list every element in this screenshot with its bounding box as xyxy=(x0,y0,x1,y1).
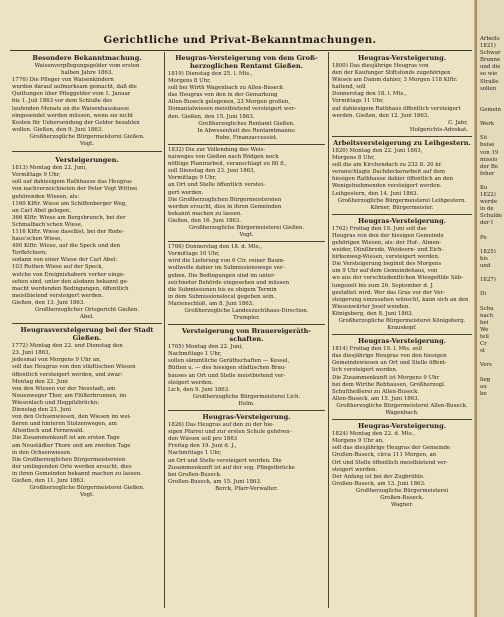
notice-title: Heugras-Versteigerung von dem Groß- herzoglichen Rentamt Gießen. xyxy=(175,54,318,70)
notice-body: 1800) Das diesjährige Heugras von den der Kaufunger Stiftsfonds zugehörigen Wiesen am Damm dahier, 3 Morgen 118 Klftr. haltend, soll Donnerstag den 18. l. Mts., Vormittags 11 Uhr, auf dahiesigem Rathhaus öffentlich versteigert werden. Gießen, den 12. Juni 1863. xyxy=(332,63,461,119)
notice-body: 1819) Dienstag den 25. l. Mts., Morgens 8 Uhr, soll bei Wirth Wagenbach zu Allen-Buseck das Heugras von den in der Gemarkung Allen-Buseck gelegenen, 23 Morgen großen, Domanialwiesen meistbietend versteigert wer- den. Gießen, den 15. Juni 1863. xyxy=(168,71,296,120)
notice-signature: Großherzogliche Bürgermeisterei Gießen. Vogt. xyxy=(29,133,145,148)
notice-signature: Großherzoglicher Ortsgericht Gießen. Abel. xyxy=(34,307,140,321)
notice-body: 1824) Montag den 22. d. Mts., Morgens 9 Uhr an, soll das diesjährige Heugras der Gemeinde Großen-Buseck, circa 111 Morgen, an Ort und Stelle öffentlich meistbietend ver- steigert werden. Der Anfang ist bei der Zugbrühle. Großen-Buseck, am 13. Juni 1863. xyxy=(332,431,451,487)
notice-body: 1776) Die Pfleger von Waisenkindern werden darauf aufmerksam gemacht, daß die Quittungen über Pfleggelder vom 1. Januar bis 1. Juli 1863 vor dem Schluße des laufenden Monats an die Waisenhauskasse eingesendet werden müssen, wenn sie nicht Kosten für Uebersendung der Gelder bezahlen wollen. Gießen, den 9. Juni 1863. xyxy=(12,77,140,133)
notice-title: Heugras-Versteigerung. xyxy=(202,413,291,422)
notice-title: Heugras-Versteigerung. xyxy=(358,54,446,62)
notice-signature: Großherzogliche Bürgermeisterei Gießen. Vogt. xyxy=(188,224,305,239)
page-title: Gerichtliche und Privat-Bekanntmachungen. xyxy=(103,34,377,46)
notice-title: Versteigerung von Brauereigeräth- schaften. xyxy=(181,327,312,344)
notice-signature: C. Jahr, Hofgerichts-Advokat. xyxy=(409,119,468,133)
notice-signature: Großherzogliche Bürgermeisterei Großen-Buseck. Wagner. xyxy=(355,487,449,509)
notice-title: Heugras-Versteigerung. xyxy=(358,216,446,225)
notice-divider xyxy=(332,419,472,420)
column-divider xyxy=(164,52,165,608)
notice-signature: Großherzogliche Bürgermeisterei Gießen. Vogt. xyxy=(29,485,145,499)
notice-title: Besondere Bekanntmachung. xyxy=(32,54,142,62)
notice-body: 1762) Freitag den 19. Juni soll das Heugras von den der hiesigen Gemeinde gehörigen Wiesen, als: der Hof-, Almen- weider, Dünßbrede, Weidoorn- und Eich- birkenweg-Wiesen, versteigert werden. Die Versteigerung beginnt des Morgens um 9 Uhr auf dem Gemeindehaus, von wo aus der verschiedentlichen Wiesgefilde Süb- lungszeit bis zum 26. September d. J. gestattet wird. Wer das Gras vor der Ver- steigerung einzusehen wünscht, kann sich an den Wiesenwärter Josef wenden. Königsberg, den 8. Juni 1863. xyxy=(332,225,469,317)
notice-body: 1766) Donnerstag den 18. d. Mts., Vormittags 10 Uhr, wird die Lieferung von 6 Ctr. reiner Baum- wollwolle dahier im Submissionswege ver- geben. Die Bedingungen sind im unter- zeichneter Behörde eingesehen und müssen die Submissionen bis zu obigem Termin in dem Submissionslocal gegeben sein. Marienschloß, am 8. Juni 1863. xyxy=(168,244,290,307)
notice-divider xyxy=(332,334,472,335)
notice-title: Heugras-Versteigerung. xyxy=(358,422,446,431)
notice-signature: Großherzogliche Bürgermeisterei Königsberg. Krauskopf. xyxy=(338,318,466,332)
notice-body: 1820) Montag den 22. Juni 1863, Morgens 8 Uhr, soll die am Kirchendach zu 232 fl. 20 kr. veranschlagte Dachdeckerarbeit auf dem hiesigen Rathhause dahier öffentlich an den Wenigstnehmenden versteigert werden. Leihgestern, den 14. Juni 1863. xyxy=(332,147,453,197)
notice-body: 1772) Montag den 22. und Dienstag den 23. Juni 1863, jedesmal von Morgens 9 Uhr an, soll das Heugras von den städtischen Wiesen öffentlich versteigert werden, und zwar: Montag den 22. Juni von den Wiesen vor der Neustadt, am Neuenweger Thor, am Flüßerbrunnen, im Wiesenlach und Hegpilzbrückn; Dienstag den 23. Juni von den Ochsenwiesen, den Wiesen im wei- ßeren und hinteren Stolzenwegen, am Altentisch und Fernewald. Die Zusammenkunft ist am ersten Tage am Neustädter Thore und am zweiten Tage in den Ochsenwiesen. Die Großherzoglichen Bürgermeistereien der umliegenden Orte werden ersucht, dies in ihren Gemeinden bekannt machen zu lassen. Gießen, den 11. Juni 1863. xyxy=(12,343,142,484)
notice-title: Heugrasversteigerung bei der Stadt Gießen. xyxy=(20,326,154,343)
notice-body: 1765) Montag den 22. Juni, Nachmittags 1 Uhr, sollen sämmtliche Geräthschaften — Kessel, Bütten u. — des hiesigen städtischen Brau- hauses an Ort und Stelle meistbietend ver- steigert werden. Lich, den 9. Juni 1863. xyxy=(168,344,290,393)
notice-signature: Großherzogliche Bürgermeisterei Lich. Helm. xyxy=(192,393,301,407)
notice-divider xyxy=(12,151,162,153)
notice-signature: Großherzogliche Bürgermeisterei Leihgestern. Körner, Bürgermeister. xyxy=(337,197,467,211)
column-3 xyxy=(332,52,472,509)
column-2 xyxy=(168,52,325,493)
column-1 xyxy=(12,52,162,499)
notice-signature: Berck, Pfarr-Verwalter. xyxy=(215,485,278,492)
notice-title: Heugras-Versteigerung. xyxy=(358,337,446,346)
notice-signature: Großherzogliche Landeszuchthaus-Direction. Trumpler. xyxy=(184,308,309,322)
notice-signature: Großherzogliches Rentamt Gießen. In Abwesenheit des Rentamtmanns: Rube, Finanzaccessist. xyxy=(197,120,296,141)
notice-body: 1814) Freitag den 19. l. Mts. soll das diesjährige Heugras von den hiesigen Gemeindewiesen an Ort und Stelle öffent- lich versteigert werden. Die Zusammenkunft ist Morgens 9 Uhr bei dem Wirthe Rehhausen, Großherzogl. Schultheißerei zu Allen-Buseck. Allen-Buseck, am 15. Juni 1863. xyxy=(332,346,447,402)
notice-divider xyxy=(168,241,325,242)
notice-body: 1826) Das Heugras auf den zu der hie- sigen Pfarrei und zur ersten Schule gehören- den Wiesen soll pro 1863 Freitag den 19. Juni d. J., Nachmittags 1 Uhr, an Ort und Stelle versteigert werden. Die Zusammenkunft ist auf der sog. Pfingstbrücke bei Großen-Buseck. Großen-Buseck, am 15. Juni 1863. xyxy=(168,422,295,485)
notice-divider xyxy=(12,323,162,324)
notice-body: 1832) Die zur Vollendung des Weis- naiweges von Gießen nach Rödgen noch nöthige Planirarbeit, veranschlagt zu 80 fl., soll Dienstag den 23. Juni 1863, Vormittags 9 Uhr, an Ort und Stelle öffentlich verstei- gert werden. Die Großherzoglichen Bürgermeistereien werden ersucht, dies in ihren Gemeinden bekannt machen zu lassen. Gießen, den 16. Juni 1863. xyxy=(168,146,288,224)
adjacent-page-text: Arbeits 1821) Schwar Brunne und die so wie Straße sollen Gemein Werk Sö beise von 19 missio der Be feher Ku 1822) werde in de Schulde der I Po 1825) bis und 1827) Di Schu nach bei We teil Cr st Vers lieg au be xyxy=(480,36,503,397)
notice-divider xyxy=(332,214,472,215)
header-rule xyxy=(10,50,472,51)
notice-body: 1813) Montag den 22. Juni, Vormittags 9 Uhr, soll auf dahiesigem Rathhause das Heugras von nachverzeichneten der Peter Vogt Wittwe gehörenden Wiesen, als: 1160 Klftr. Wiese am Schiffenberger Weg, an Carl Abel gelegen, 366 Klftr. Wiese am Bergsbrunch, bei der Schmalbach'schen Wiese, 1116 Klftr. Wiese daselbst, bei der Rode- haus'schen Wiese, 490 Klftr. Wiese, auf die Speck und den Torfköchern; sodann von einer Wiese der Carl Abel: 103 Ruthen Wiese auf der Speck, welche von Ereignishabern vorher einge- sehen sind, unter den alsdann bekannt ge- macht werdenden Bedingungen, öffentlich meistbietend versteigert werden. Gießen, den 13. Juni 1863. xyxy=(12,165,138,306)
column-divider xyxy=(328,52,329,608)
notice-divider xyxy=(332,136,472,137)
notice-divider xyxy=(168,410,325,411)
notice-divider xyxy=(168,324,325,325)
notice-signature: Großherzogliche Bürgermeisterei Allen-Buseck. Wagenbach. xyxy=(336,402,468,417)
notice-title: Arbeitsversteigerung zu Leihgestern. xyxy=(333,138,471,147)
notice-title: Versteigerungen. xyxy=(55,156,119,165)
notice-subtitle: Waisenverpflegungsgelder vom ersten halben Jahre 1863. xyxy=(34,63,140,77)
notice-divider xyxy=(168,144,325,145)
adjacent-page-edge xyxy=(477,0,504,617)
